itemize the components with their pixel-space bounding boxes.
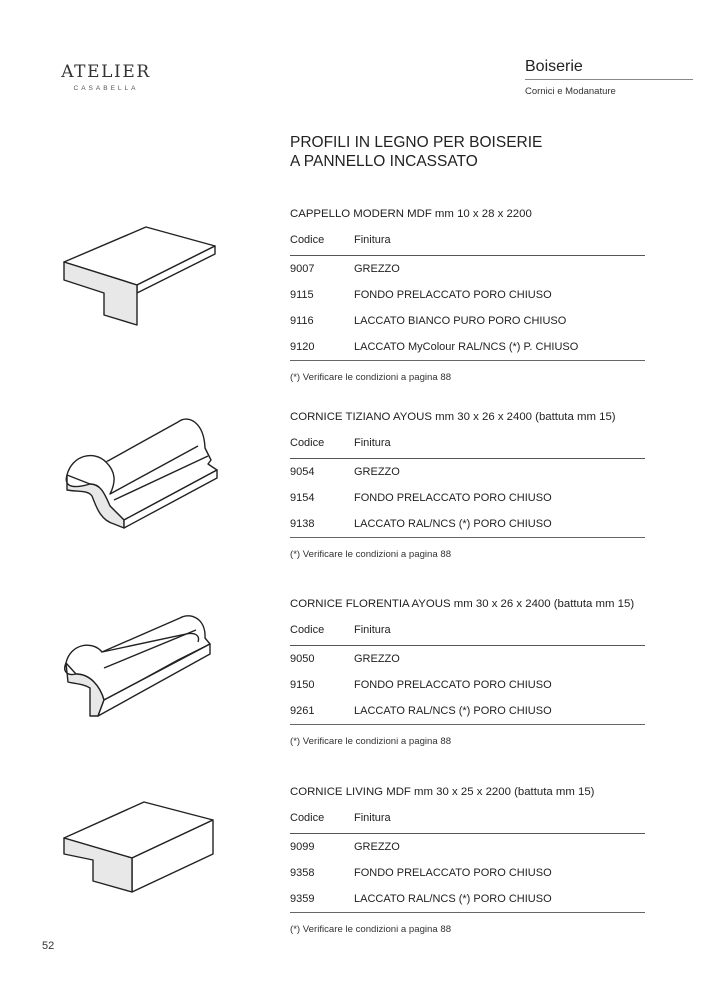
product-finish: LACCATO BIANCO PURO PORO CHIUSO xyxy=(354,315,567,327)
table-row xyxy=(290,334,645,361)
footnote: (*) Verificare le condizioni a pagina 88 xyxy=(290,549,452,560)
product-code: 9099 xyxy=(290,841,315,853)
product-code: 9154 xyxy=(290,492,315,504)
product-finish: LACCATO RAL/NCS (*) PORO CHIUSO xyxy=(354,893,552,905)
product-finish: FONDO PRELACCATO PORO CHIUSO xyxy=(354,289,552,301)
finish-column-header: Finitura xyxy=(354,624,391,636)
table-row xyxy=(290,256,645,282)
table-row xyxy=(290,282,645,308)
finish-table xyxy=(290,437,645,538)
product-code: 9116 xyxy=(290,315,314,327)
table-header xyxy=(290,437,645,459)
section-header xyxy=(525,58,693,97)
product-code: 9007 xyxy=(290,263,315,275)
page-title-line-2: A PANNELLO INCASSATO xyxy=(290,153,478,170)
product-finish: GREZZO xyxy=(354,263,400,275)
table-row xyxy=(290,886,645,913)
product-code: 9359 xyxy=(290,893,315,905)
code-column-header: Codice xyxy=(290,234,325,246)
footnote: (*) Verificare le condizioni a pagina 88 xyxy=(290,736,452,747)
product-code: 9115 xyxy=(290,289,314,301)
product-finish: LACCATO RAL/NCS (*) PORO CHIUSO xyxy=(354,705,552,717)
finish-table xyxy=(290,624,645,725)
page-number: 52 xyxy=(42,940,55,952)
product-title: CORNICE LIVING MDF mm 30 x 25 x 2200 (battuta mm 15) xyxy=(290,786,595,798)
product-title: CORNICE FLORENTIA AYOUS mm 30 x 26 x 2400 (battuta mm 15) xyxy=(290,598,635,610)
product-finish: GREZZO xyxy=(354,841,400,853)
table-row xyxy=(290,672,645,698)
product-code: 9358 xyxy=(290,867,315,879)
table-row xyxy=(290,485,645,511)
product-finish: GREZZO xyxy=(354,653,400,665)
table-row xyxy=(290,834,645,860)
finish-table xyxy=(290,812,645,913)
table-header xyxy=(290,624,645,646)
brand-name: ATELIER xyxy=(61,62,151,82)
product-finish: LACCATO MyColour RAL/NCS (*) P. CHIUSO xyxy=(354,341,579,353)
finish-column-header: Finitura xyxy=(354,234,391,246)
product-title: CAPPELLO MODERN MDF mm 10 x 28 x 2200 xyxy=(290,208,532,220)
tiziano-profile-drawing xyxy=(58,410,223,530)
cappello-modern-profile-drawing xyxy=(58,222,218,332)
product-finish: FONDO PRELACCATO PORO CHIUSO xyxy=(354,492,552,504)
product-cappello-modern xyxy=(290,207,645,383)
page-title-line-1: PROFILI IN LEGNO PER BOISERIE xyxy=(290,134,543,151)
brand-subname: CASABELLA xyxy=(73,85,139,92)
table-row xyxy=(290,459,645,485)
product-cornice-tiziano xyxy=(290,410,645,560)
florentia-profile-drawing xyxy=(58,608,223,723)
section-title: Boiserie xyxy=(525,58,693,80)
product-code: 9150 xyxy=(290,679,315,691)
table-row xyxy=(290,860,645,886)
living-profile-drawing xyxy=(58,798,218,898)
product-code: 9054 xyxy=(290,466,315,478)
finish-column-header: Finitura xyxy=(354,812,391,824)
product-cornice-living xyxy=(290,785,645,935)
table-row xyxy=(290,698,645,725)
code-column-header: Codice xyxy=(290,437,325,449)
code-column-header: Codice xyxy=(290,624,325,636)
table-header xyxy=(290,812,645,834)
table-row xyxy=(290,511,645,538)
product-finish: GREZZO xyxy=(354,466,400,478)
product-cornice-florentia xyxy=(290,597,645,747)
page-title xyxy=(290,133,542,171)
product-code: 9120 xyxy=(290,341,315,353)
table-row xyxy=(290,646,645,672)
product-code: 9138 xyxy=(290,518,315,530)
product-code: 9050 xyxy=(290,653,315,665)
code-column-header: Codice xyxy=(290,812,325,824)
table-header xyxy=(290,234,645,256)
product-finish: FONDO PRELACCATO PORO CHIUSO xyxy=(354,679,552,691)
product-finish: FONDO PRELACCATO PORO CHIUSO xyxy=(354,867,552,879)
product-title: CORNICE TIZIANO AYOUS mm 30 x 26 x 2400 (battuta mm 15) xyxy=(290,411,616,423)
product-code: 9261 xyxy=(290,705,315,717)
finish-column-header: Finitura xyxy=(354,437,391,449)
section-subtitle: Cornici e Modanature xyxy=(525,86,616,97)
brand-logo xyxy=(58,62,154,92)
footnote: (*) Verificare le condizioni a pagina 88 xyxy=(290,372,452,383)
footnote: (*) Verificare le condizioni a pagina 88 xyxy=(290,924,452,935)
product-finish: LACCATO RAL/NCS (*) PORO CHIUSO xyxy=(354,518,552,530)
table-row xyxy=(290,308,645,334)
finish-table xyxy=(290,234,645,361)
